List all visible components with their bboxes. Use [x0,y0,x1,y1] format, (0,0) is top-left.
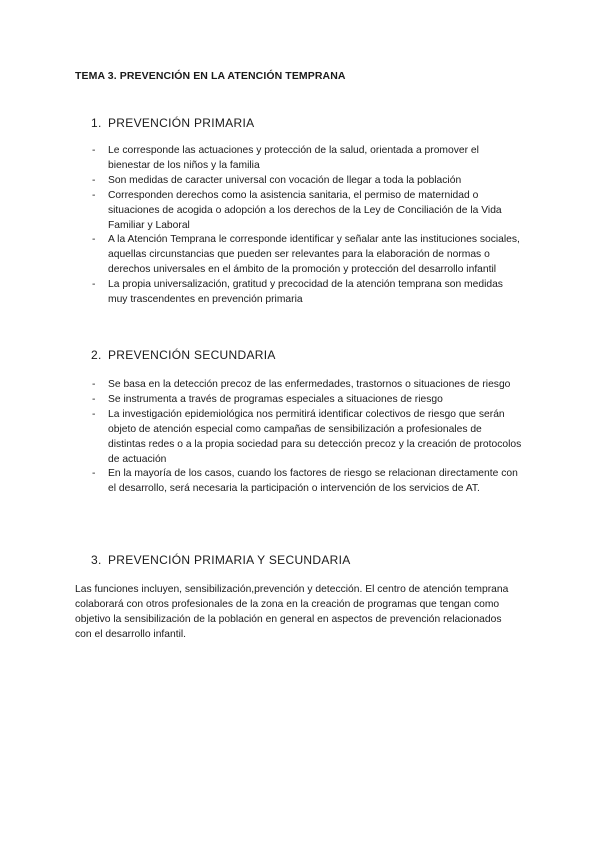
bullet-marker: - [92,379,96,390]
bullet-marker: - [92,189,96,201]
list-item-text: La propia universalización, gratitud y precocidad de la atención temprana son medidas muy trascendentes en prevención primaria [108,279,503,306]
bullet-list-prevencion-primaria [92,144,522,308]
list-item-text: Se basa en la detección precoz de las enfermedades, trastornos o situaciones de riesgo [108,379,511,390]
list-item [92,393,522,408]
list-item [92,174,522,189]
bullet-marker: - [92,393,96,405]
list-item [92,467,522,497]
list-item-text: Se instrumenta a través de programas especiales a situaciones de riesgo [108,393,443,405]
section-title: PREVENCIÓN SECUNDARIA [108,348,276,362]
list-item-text: A la Atención Temprana le corresponde identificar y señalar ante las instituciones sociales, aquellas circunstancias que pueden ser relevantes para la elaboración de normas o derechos universales en el ámbito de la promoción y protección del desarrollo infantil [108,234,520,276]
list-item-text: Corresponden derechos como la asistencia sanitaria, el permiso de maternidad o situaciones de acogida o adopción a los derechos de la Ley de Conciliación de la Vida Familiar y Laboral [108,189,502,231]
section-heading-prevencion-secundaria [91,348,276,362]
bullet-marker: - [92,234,96,246]
section-title: PREVENCIÓN PRIMARIA [108,116,255,130]
list-item [92,144,522,174]
bullet-marker: - [92,408,96,420]
section-heading-prevencion-primaria-y-secundaria [91,553,351,567]
section-number: 2. [91,348,102,362]
list-item [92,408,522,468]
bullet-marker: - [92,174,96,186]
list-item [92,233,522,278]
bullet-marker: - [92,145,96,156]
bullet-list-prevencion-secundaria [92,378,522,497]
list-item-text: En la mayoría de los casos, cuando los factores de riesgo se relacionan directamente con el desarrollo, será necesaria la participación o intervención de los servicios de AT. [108,468,518,495]
list-item [92,189,522,234]
body-paragraph: Las funciones incluyen, sensibilización,prevención y detección. El centro de atención temprana colaborará con otros profesionales de la zona en la creación de programas que tengan como objetivo la sensibilización de la población en general en aspectos de prevención relacionados con el desarrollo infantil. [75,584,509,640]
bullet-marker: - [92,279,96,291]
list-item-text: La investigación epidemiológica nos permitirá identificar colectivos de riesgo que serán objeto de atención especial como campañas de sensibilización a profesionales de distintas redes o a la propia sociedad para su detección precoz y la creación de protocolos de actuación [108,408,522,465]
list-item-text: Son medidas de caracter universal con vocación de llegar a toda la población [108,174,462,186]
list-item-text: Le corresponde las actuaciones y protección de la salud, orientada a promover el bienestar de los niños y la familia [108,145,479,171]
list-item [92,278,522,308]
section-heading-prevencion-primaria [91,116,254,130]
section-number: 1. [91,116,102,130]
section-title: PREVENCIÓN PRIMARIA Y SECUNDARIA [108,553,351,567]
bullet-marker: - [92,468,96,480]
list-item [92,378,522,393]
document-title: TEMA 3. PREVENCIÓN EN LA ATENCIÓN TEMPRANA [75,70,346,82]
section-number: 3. [91,553,102,567]
